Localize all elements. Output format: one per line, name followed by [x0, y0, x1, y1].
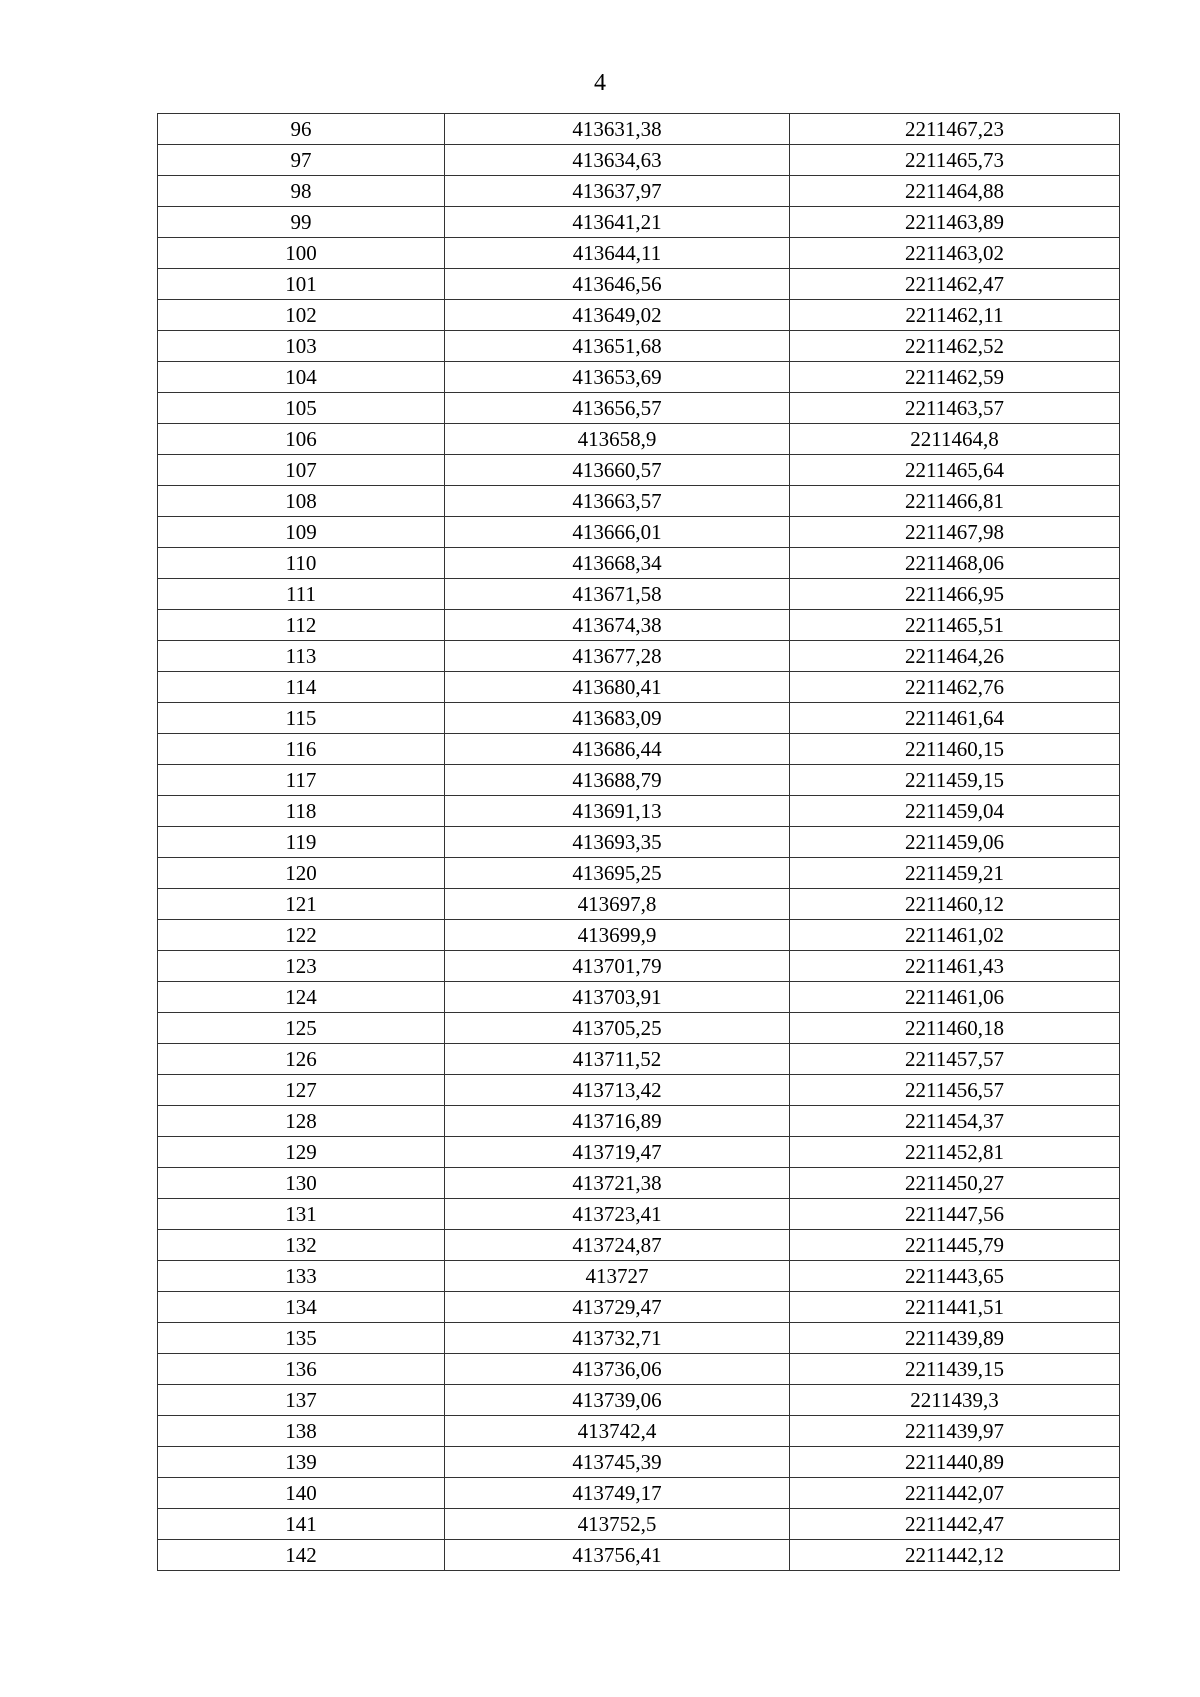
y-coordinate-cell: 2211461,64: [790, 703, 1120, 734]
y-coordinate-cell: 2211459,21: [790, 858, 1120, 889]
x-coordinate-cell: 413651,68: [445, 331, 790, 362]
table-row: [158, 610, 1120, 641]
point-number-cell: 131: [158, 1199, 445, 1230]
x-coordinate-cell: 413699,9: [445, 920, 790, 951]
table-row: [158, 1509, 1120, 1540]
y-coordinate-cell: 2211441,51: [790, 1292, 1120, 1323]
y-coordinate-cell: 2211457,57: [790, 1044, 1120, 1075]
x-coordinate-cell: 413721,38: [445, 1168, 790, 1199]
x-coordinate-cell: 413703,91: [445, 982, 790, 1013]
x-coordinate-cell: 413677,28: [445, 641, 790, 672]
coordinates-table-body: [158, 114, 1120, 1571]
table-row: [158, 1261, 1120, 1292]
y-coordinate-cell: 2211467,23: [790, 114, 1120, 145]
table-row: [158, 145, 1120, 176]
point-number-cell: 106: [158, 424, 445, 455]
table-row: [158, 114, 1120, 145]
table-row: [158, 1013, 1120, 1044]
point-number-cell: 121: [158, 889, 445, 920]
y-coordinate-cell: 2211462,76: [790, 672, 1120, 703]
table-row: [158, 1137, 1120, 1168]
y-coordinate-cell: 2211464,26: [790, 641, 1120, 672]
y-coordinate-cell: 2211445,79: [790, 1230, 1120, 1261]
table-row: [158, 1478, 1120, 1509]
x-coordinate-cell: 413742,4: [445, 1416, 790, 1447]
table-row: [158, 827, 1120, 858]
coordinates-table: [157, 113, 1120, 1571]
table-row: [158, 1168, 1120, 1199]
point-number-cell: 135: [158, 1323, 445, 1354]
table-row: [158, 455, 1120, 486]
point-number-cell: 139: [158, 1447, 445, 1478]
x-coordinate-cell: 413756,41: [445, 1540, 790, 1571]
x-coordinate-cell: 413719,47: [445, 1137, 790, 1168]
x-coordinate-cell: 413674,38: [445, 610, 790, 641]
table-row: [158, 1416, 1120, 1447]
point-number-cell: 109: [158, 517, 445, 548]
x-coordinate-cell: 413716,89: [445, 1106, 790, 1137]
table-row: [158, 672, 1120, 703]
x-coordinate-cell: 413671,58: [445, 579, 790, 610]
point-number-cell: 125: [158, 1013, 445, 1044]
y-coordinate-cell: 2211459,15: [790, 765, 1120, 796]
point-number-cell: 108: [158, 486, 445, 517]
point-number-cell: 114: [158, 672, 445, 703]
table-row: [158, 951, 1120, 982]
table-row: [158, 517, 1120, 548]
table-row: [158, 1230, 1120, 1261]
table-row: [158, 765, 1120, 796]
point-number-cell: 133: [158, 1261, 445, 1292]
table-row: [158, 1354, 1120, 1385]
y-coordinate-cell: 2211461,43: [790, 951, 1120, 982]
x-coordinate-cell: 413644,11: [445, 238, 790, 269]
table-row: [158, 703, 1120, 734]
table-row: [158, 300, 1120, 331]
x-coordinate-cell: 413658,9: [445, 424, 790, 455]
point-number-cell: 127: [158, 1075, 445, 1106]
y-coordinate-cell: 2211464,88: [790, 176, 1120, 207]
x-coordinate-cell: 413680,41: [445, 672, 790, 703]
x-coordinate-cell: 413693,35: [445, 827, 790, 858]
table-row: [158, 548, 1120, 579]
x-coordinate-cell: 413691,13: [445, 796, 790, 827]
table-row: [158, 734, 1120, 765]
y-coordinate-cell: 2211456,57: [790, 1075, 1120, 1106]
x-coordinate-cell: 413656,57: [445, 393, 790, 424]
y-coordinate-cell: 2211462,47: [790, 269, 1120, 300]
y-coordinate-cell: 2211461,06: [790, 982, 1120, 1013]
y-coordinate-cell: 2211440,89: [790, 1447, 1120, 1478]
y-coordinate-cell: 2211443,65: [790, 1261, 1120, 1292]
point-number-cell: 111: [158, 579, 445, 610]
y-coordinate-cell: 2211465,73: [790, 145, 1120, 176]
x-coordinate-cell: 413745,39: [445, 1447, 790, 1478]
x-coordinate-cell: 413631,38: [445, 114, 790, 145]
point-number-cell: 128: [158, 1106, 445, 1137]
point-number-cell: 101: [158, 269, 445, 300]
y-coordinate-cell: 2211459,04: [790, 796, 1120, 827]
table-row: [158, 1106, 1120, 1137]
y-coordinate-cell: 2211465,51: [790, 610, 1120, 641]
x-coordinate-cell: 413688,79: [445, 765, 790, 796]
table-row: [158, 1044, 1120, 1075]
table-row: [158, 176, 1120, 207]
y-coordinate-cell: 2211442,12: [790, 1540, 1120, 1571]
table-row: [158, 1075, 1120, 1106]
y-coordinate-cell: 2211460,15: [790, 734, 1120, 765]
point-number-cell: 103: [158, 331, 445, 362]
point-number-cell: 117: [158, 765, 445, 796]
point-number-cell: 96: [158, 114, 445, 145]
x-coordinate-cell: 413723,41: [445, 1199, 790, 1230]
y-coordinate-cell: 2211462,52: [790, 331, 1120, 362]
y-coordinate-cell: 2211468,06: [790, 548, 1120, 579]
point-number-cell: 99: [158, 207, 445, 238]
point-number-cell: 116: [158, 734, 445, 765]
table-row: [158, 1385, 1120, 1416]
y-coordinate-cell: 2211463,89: [790, 207, 1120, 238]
y-coordinate-cell: 2211439,97: [790, 1416, 1120, 1447]
y-coordinate-cell: 2211439,3: [790, 1385, 1120, 1416]
x-coordinate-cell: 413701,79: [445, 951, 790, 982]
y-coordinate-cell: 2211454,37: [790, 1106, 1120, 1137]
y-coordinate-cell: 2211442,47: [790, 1509, 1120, 1540]
table-row: [158, 982, 1120, 1013]
x-coordinate-cell: 413711,52: [445, 1044, 790, 1075]
point-number-cell: 137: [158, 1385, 445, 1416]
x-coordinate-cell: 413637,97: [445, 176, 790, 207]
x-coordinate-cell: 413749,17: [445, 1478, 790, 1509]
point-number-cell: 100: [158, 238, 445, 269]
table-row: [158, 331, 1120, 362]
x-coordinate-cell: 413646,56: [445, 269, 790, 300]
table-row: [158, 641, 1120, 672]
table-row: [158, 269, 1120, 300]
y-coordinate-cell: 2211466,95: [790, 579, 1120, 610]
table-row: [158, 1447, 1120, 1478]
point-number-cell: 113: [158, 641, 445, 672]
x-coordinate-cell: 413727: [445, 1261, 790, 1292]
x-coordinate-cell: 413724,87: [445, 1230, 790, 1261]
point-number-cell: 105: [158, 393, 445, 424]
table-row: [158, 207, 1120, 238]
x-coordinate-cell: 413663,57: [445, 486, 790, 517]
table-row: [158, 858, 1120, 889]
point-number-cell: 140: [158, 1478, 445, 1509]
point-number-cell: 142: [158, 1540, 445, 1571]
page-number: 4: [594, 70, 606, 96]
point-number-cell: 132: [158, 1230, 445, 1261]
point-number-cell: 110: [158, 548, 445, 579]
x-coordinate-cell: 413736,06: [445, 1354, 790, 1385]
x-coordinate-cell: 413683,09: [445, 703, 790, 734]
y-coordinate-cell: 2211450,27: [790, 1168, 1120, 1199]
table-row: [158, 579, 1120, 610]
point-number-cell: 126: [158, 1044, 445, 1075]
x-coordinate-cell: 413732,71: [445, 1323, 790, 1354]
y-coordinate-cell: 2211460,18: [790, 1013, 1120, 1044]
point-number-cell: 119: [158, 827, 445, 858]
y-coordinate-cell: 2211439,15: [790, 1354, 1120, 1385]
y-coordinate-cell: 2211463,57: [790, 393, 1120, 424]
table-row: [158, 1540, 1120, 1571]
y-coordinate-cell: 2211452,81: [790, 1137, 1120, 1168]
x-coordinate-cell: 413649,02: [445, 300, 790, 331]
point-number-cell: 129: [158, 1137, 445, 1168]
y-coordinate-cell: 2211462,11: [790, 300, 1120, 331]
x-coordinate-cell: 413686,44: [445, 734, 790, 765]
point-number-cell: 134: [158, 1292, 445, 1323]
table-row: [158, 920, 1120, 951]
y-coordinate-cell: 2211465,64: [790, 455, 1120, 486]
x-coordinate-cell: 413666,01: [445, 517, 790, 548]
table-row: [158, 1292, 1120, 1323]
y-coordinate-cell: 2211460,12: [790, 889, 1120, 920]
table-row: [158, 393, 1120, 424]
y-coordinate-cell: 2211463,02: [790, 238, 1120, 269]
point-number-cell: 104: [158, 362, 445, 393]
table-row: [158, 362, 1120, 393]
point-number-cell: 141: [158, 1509, 445, 1540]
x-coordinate-cell: 413668,34: [445, 548, 790, 579]
point-number-cell: 138: [158, 1416, 445, 1447]
point-number-cell: 118: [158, 796, 445, 827]
point-number-cell: 102: [158, 300, 445, 331]
table-row: [158, 1199, 1120, 1230]
point-number-cell: 98: [158, 176, 445, 207]
table-row: [158, 796, 1120, 827]
x-coordinate-cell: 413641,21: [445, 207, 790, 238]
point-number-cell: 97: [158, 145, 445, 176]
x-coordinate-cell: 413653,69: [445, 362, 790, 393]
table-row: [158, 424, 1120, 455]
x-coordinate-cell: 413752,5: [445, 1509, 790, 1540]
x-coordinate-cell: 413660,57: [445, 455, 790, 486]
x-coordinate-cell: 413713,42: [445, 1075, 790, 1106]
table-row: [158, 238, 1120, 269]
x-coordinate-cell: 413705,25: [445, 1013, 790, 1044]
y-coordinate-cell: 2211447,56: [790, 1199, 1120, 1230]
table-row: [158, 1323, 1120, 1354]
point-number-cell: 112: [158, 610, 445, 641]
point-number-cell: 115: [158, 703, 445, 734]
y-coordinate-cell: 2211461,02: [790, 920, 1120, 951]
point-number-cell: 120: [158, 858, 445, 889]
point-number-cell: 124: [158, 982, 445, 1013]
point-number-cell: 130: [158, 1168, 445, 1199]
point-number-cell: 136: [158, 1354, 445, 1385]
x-coordinate-cell: 413697,8: [445, 889, 790, 920]
x-coordinate-cell: 413729,47: [445, 1292, 790, 1323]
x-coordinate-cell: 413739,06: [445, 1385, 790, 1416]
y-coordinate-cell: 2211464,8: [790, 424, 1120, 455]
y-coordinate-cell: 2211467,98: [790, 517, 1120, 548]
table-row: [158, 889, 1120, 920]
point-number-cell: 123: [158, 951, 445, 982]
y-coordinate-cell: 2211442,07: [790, 1478, 1120, 1509]
x-coordinate-cell: 413695,25: [445, 858, 790, 889]
y-coordinate-cell: 2211466,81: [790, 486, 1120, 517]
y-coordinate-cell: 2211439,89: [790, 1323, 1120, 1354]
table-row: [158, 486, 1120, 517]
x-coordinate-cell: 413634,63: [445, 145, 790, 176]
y-coordinate-cell: 2211459,06: [790, 827, 1120, 858]
y-coordinate-cell: 2211462,59: [790, 362, 1120, 393]
point-number-cell: 107: [158, 455, 445, 486]
point-number-cell: 122: [158, 920, 445, 951]
